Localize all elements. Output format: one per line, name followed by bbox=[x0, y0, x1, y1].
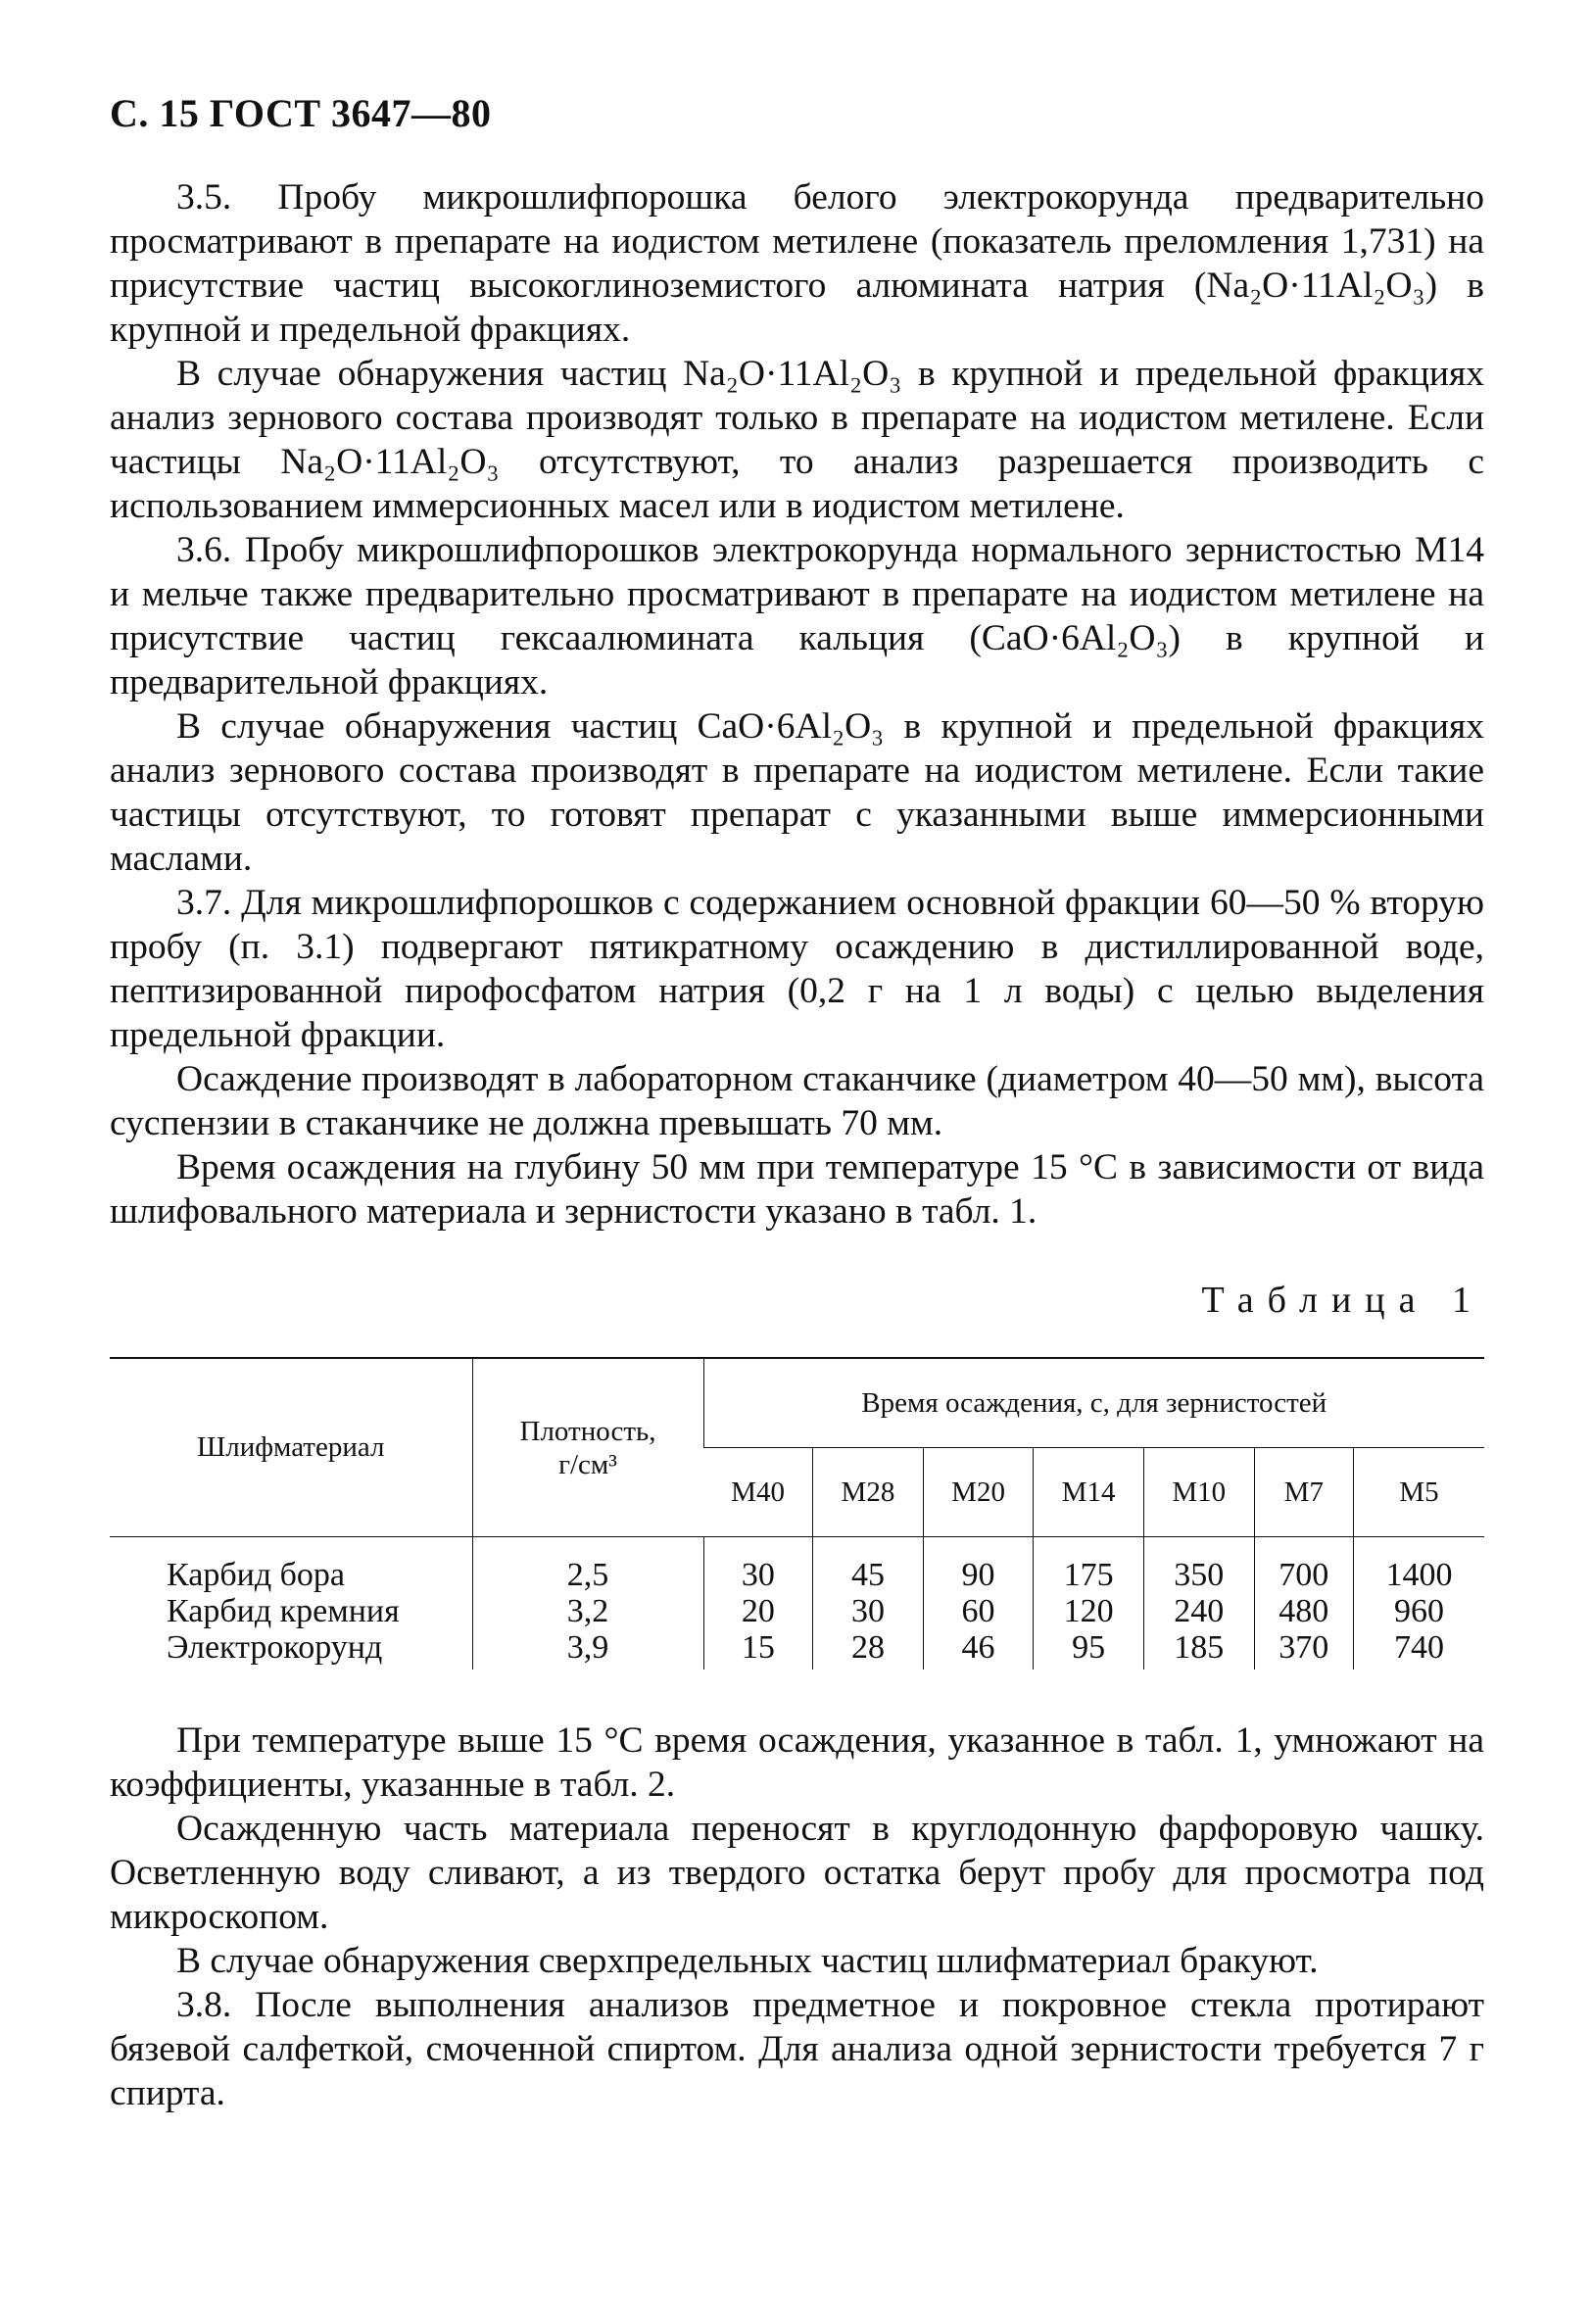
cell-time: 175 bbox=[1034, 1557, 1144, 1593]
paragraph-3-8: 3.8. После выполнения анализов предметное и покровное стекла протирают бязевой салфеткой, смоченной спиртом. Для анализа одной зернистости требуется 7 г спирта. bbox=[110, 1985, 1484, 2113]
cell-time: 30 bbox=[703, 1557, 813, 1593]
table-row bbox=[110, 1557, 1484, 1593]
paragraph-3-7: 3.7. Для микрошлифпорошков с содержанием основной фракции 60—50 % вторую пробу (п. 3.1) подвергают пятикратному осаждению в дистиллированной воде, пептизированной пирофосфатом натрия (0,2 г на 1 л воды) с целью выделения предельной фракции. bbox=[110, 883, 1484, 1055]
paragraph-3-5: 3.5. Пробу микрошлифпорошка белого электрокорунда предварительно просматривают в препарате на иодистом метилене (показатель преломления 1,731) на присутствие частиц высокоглиноземистого алюмината натрия (Na₂O·11Al₂O₃) в крупной и предельной фракциях. bbox=[110, 177, 1484, 350]
cell-time: 15 bbox=[703, 1629, 813, 1670]
paragraph: Осажденную часть материала переносят в круглодонную фарфоровую чашку. Осветленную воду сливают, а из твердого остатка берут пробу для просмотра под микроскопом. bbox=[110, 1809, 1484, 1937]
cell-time: 350 bbox=[1143, 1557, 1254, 1593]
header-grit: М7 bbox=[1254, 1448, 1353, 1537]
table-row bbox=[110, 1629, 1484, 1670]
cell-time: 95 bbox=[1034, 1629, 1144, 1670]
text-after-table bbox=[110, 1719, 1484, 2115]
header-material: Шлифматериал bbox=[110, 1358, 472, 1537]
cell-time: 30 bbox=[813, 1593, 924, 1629]
cell-density: 2,5 bbox=[472, 1557, 703, 1593]
cell-time: 45 bbox=[813, 1557, 924, 1593]
cell-time: 120 bbox=[1034, 1593, 1144, 1629]
table-caption: Таблица 1 bbox=[1201, 1280, 1484, 1321]
cell-time: 240 bbox=[1143, 1593, 1254, 1629]
cell-density: 3,2 bbox=[472, 1593, 703, 1629]
cell-material: Электрокорунд bbox=[167, 1629, 383, 1666]
header-density-text: Плотность, г/см³ bbox=[519, 1415, 656, 1480]
table-row bbox=[110, 1593, 1484, 1629]
cell-time: 740 bbox=[1353, 1629, 1484, 1670]
cell-time: 480 bbox=[1254, 1593, 1353, 1629]
cell-time: 20 bbox=[703, 1593, 813, 1629]
cell-time: 60 bbox=[923, 1593, 1034, 1629]
cell-material: Карбид кремния bbox=[167, 1593, 400, 1629]
header-grit: М10 bbox=[1143, 1448, 1254, 1537]
paragraph: Время осаждения на глубину 50 мм при температуре 15 °С в зависимости от вида шлифовального материала и зернистости указано в табл. 1. bbox=[110, 1147, 1484, 1232]
header-grit: М14 bbox=[1034, 1448, 1144, 1537]
cell-density: 3,9 bbox=[472, 1629, 703, 1670]
cell-time: 28 bbox=[813, 1629, 924, 1670]
header-grit: М20 bbox=[923, 1448, 1034, 1537]
paragraph: В случае обнаружения частиц CaO·6Al₂O₃ в крупной и предельной фракциях анализ зернового состава производят в препарате на иодистом метилене. Если такие частицы отсутствуют, то готовят препарат с указанными выше иммерсионными маслами. bbox=[110, 706, 1484, 879]
cell-time: 1400 bbox=[1353, 1557, 1484, 1593]
paragraph-3-6: 3.6. Пробу микрошлифпорошков электрокорунда нормального зернистостью М14 и мельче также предварительно просматривают в препарате на иодистом метилене на присутствие частиц гексаалюмината кальция (CaO·6Al₂O₃) в крупной и предварительной фракциях. bbox=[110, 530, 1484, 702]
paragraph: В случае обнаружения сверхпредельных частиц шлифматериал бракуют. bbox=[176, 1941, 1319, 1981]
cell-time: 46 bbox=[923, 1629, 1034, 1670]
header-grit: М5 bbox=[1353, 1448, 1484, 1537]
cell-time: 185 bbox=[1143, 1629, 1254, 1670]
paragraph: Осаждение производят в лабораторном стаканчике (диаметром 40—50 мм), высота суспензии в стаканчике не должна превышать 70 мм. bbox=[110, 1059, 1484, 1143]
header-settling-time: Время осаждения, с, для зернистостей bbox=[703, 1358, 1484, 1448]
settling-time-table bbox=[110, 1357, 1484, 1670]
header-grit: М28 bbox=[813, 1448, 924, 1537]
cell-time: 700 bbox=[1254, 1557, 1353, 1593]
header-density bbox=[472, 1358, 703, 1537]
paragraph: В случае обнаружения частиц Na₂O·11Al₂O₃ в крупной и предельной фракциях анализ зернового состава производят только в препарате на иодистом метилене. Если частицы Na₂O·11Al₂O₃ отсутствуют, то анализ разрешается производить с использованием иммерсионных масел или в иодистом метилене. bbox=[110, 354, 1484, 526]
page-header: С. 15 ГОСТ 3647—80 bbox=[110, 91, 492, 135]
cell-material: Карбид бора bbox=[167, 1557, 346, 1593]
cell-time: 370 bbox=[1254, 1629, 1353, 1670]
paragraph: При температуре выше 15 °С время осаждения, указанное в табл. 1, умножают на коэффициенты, указанные в табл. 2. bbox=[110, 1720, 1484, 1805]
header-grit: М40 bbox=[703, 1448, 813, 1537]
cell-time: 90 bbox=[923, 1557, 1034, 1593]
cell-time: 960 bbox=[1353, 1593, 1484, 1629]
